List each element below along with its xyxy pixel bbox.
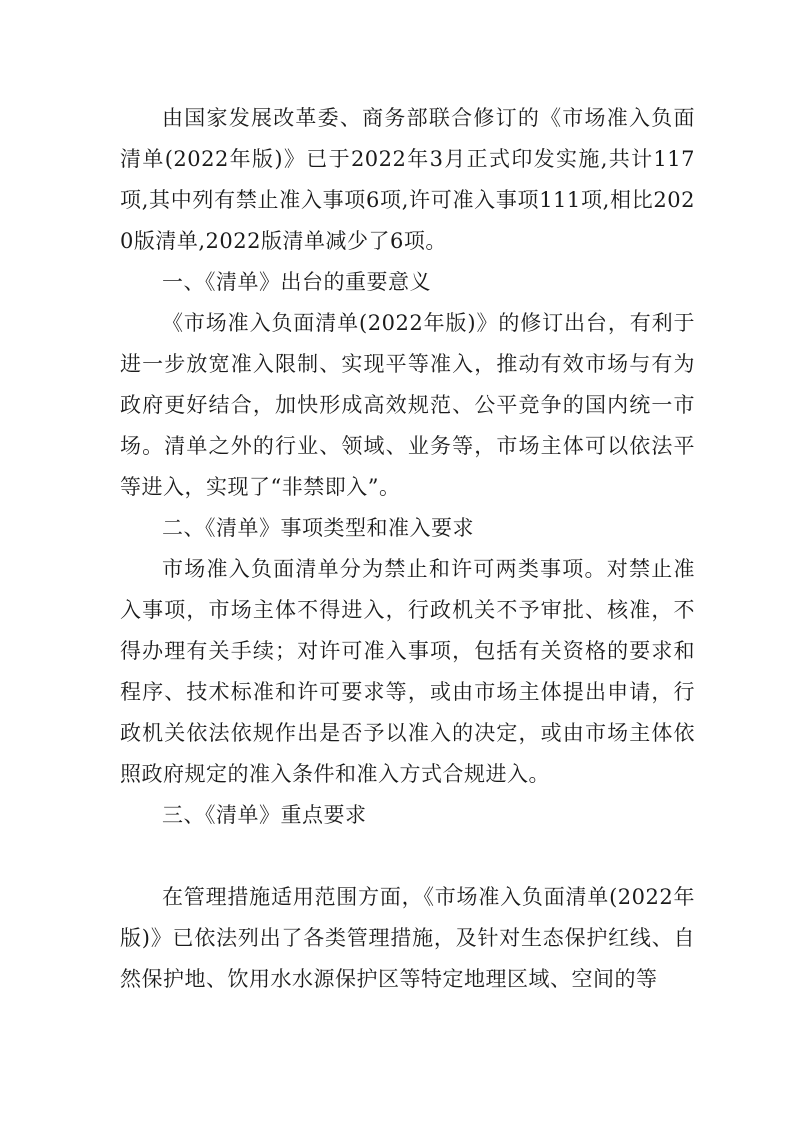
section-2-heading: 二、《清单》事项类型和准入要求	[162, 516, 474, 540]
document-body	[120, 98, 695, 1000]
section-2-paragraph: 市场准入负面清单分为禁止和许可两类事项。对禁止准入事项，市场主体不得进入，行政机关不予审批、核准，不得办理有关手续；对许可准入事项，包括有关资格的要求和程序、技术标准和许可要求等，或由市场主体提出申请，行政机关依法依规作出是否予以准入的决定，或由市场主体依照政府规定的准入条件和准入方式合规进入。	[120, 557, 695, 786]
section-1-paragraph: 《市场准入负面清单(2022年版)》的修订出台，有利于进一步放宽准入限制、实现平等准入，推动有效市场与有为政府更好结合，加快形成高效规范、公平竞争的国内统一市场。清单之外的行业、领域、业务等，市场主体可以依法平等进入，实现了“非禁即入”。	[120, 311, 695, 499]
section-3-paragraph: 在管理措施适用范围方面，《市场准入负面清单(2022年版)》已依法列出了各类管理措施，及针对生态保护红线、自然保护地、饮用水水源保护区等特定地理区域、空间的等	[120, 885, 695, 991]
section-1-heading: 一、《清单》出台的重要意义	[162, 270, 431, 294]
intro-paragraph: 由国家发展改革委、商务部联合修订的《市场准入负面清单(2022年版)》已于2022年3月正式印发实施,共计117项,其中列有禁止准入事项6项,许可准入事项111项,相比2020版清单,2022版清单减少了6项。	[120, 106, 695, 253]
section-3-heading: 三、《清单》重点要求	[162, 803, 367, 827]
blank-line	[120, 836, 695, 877]
